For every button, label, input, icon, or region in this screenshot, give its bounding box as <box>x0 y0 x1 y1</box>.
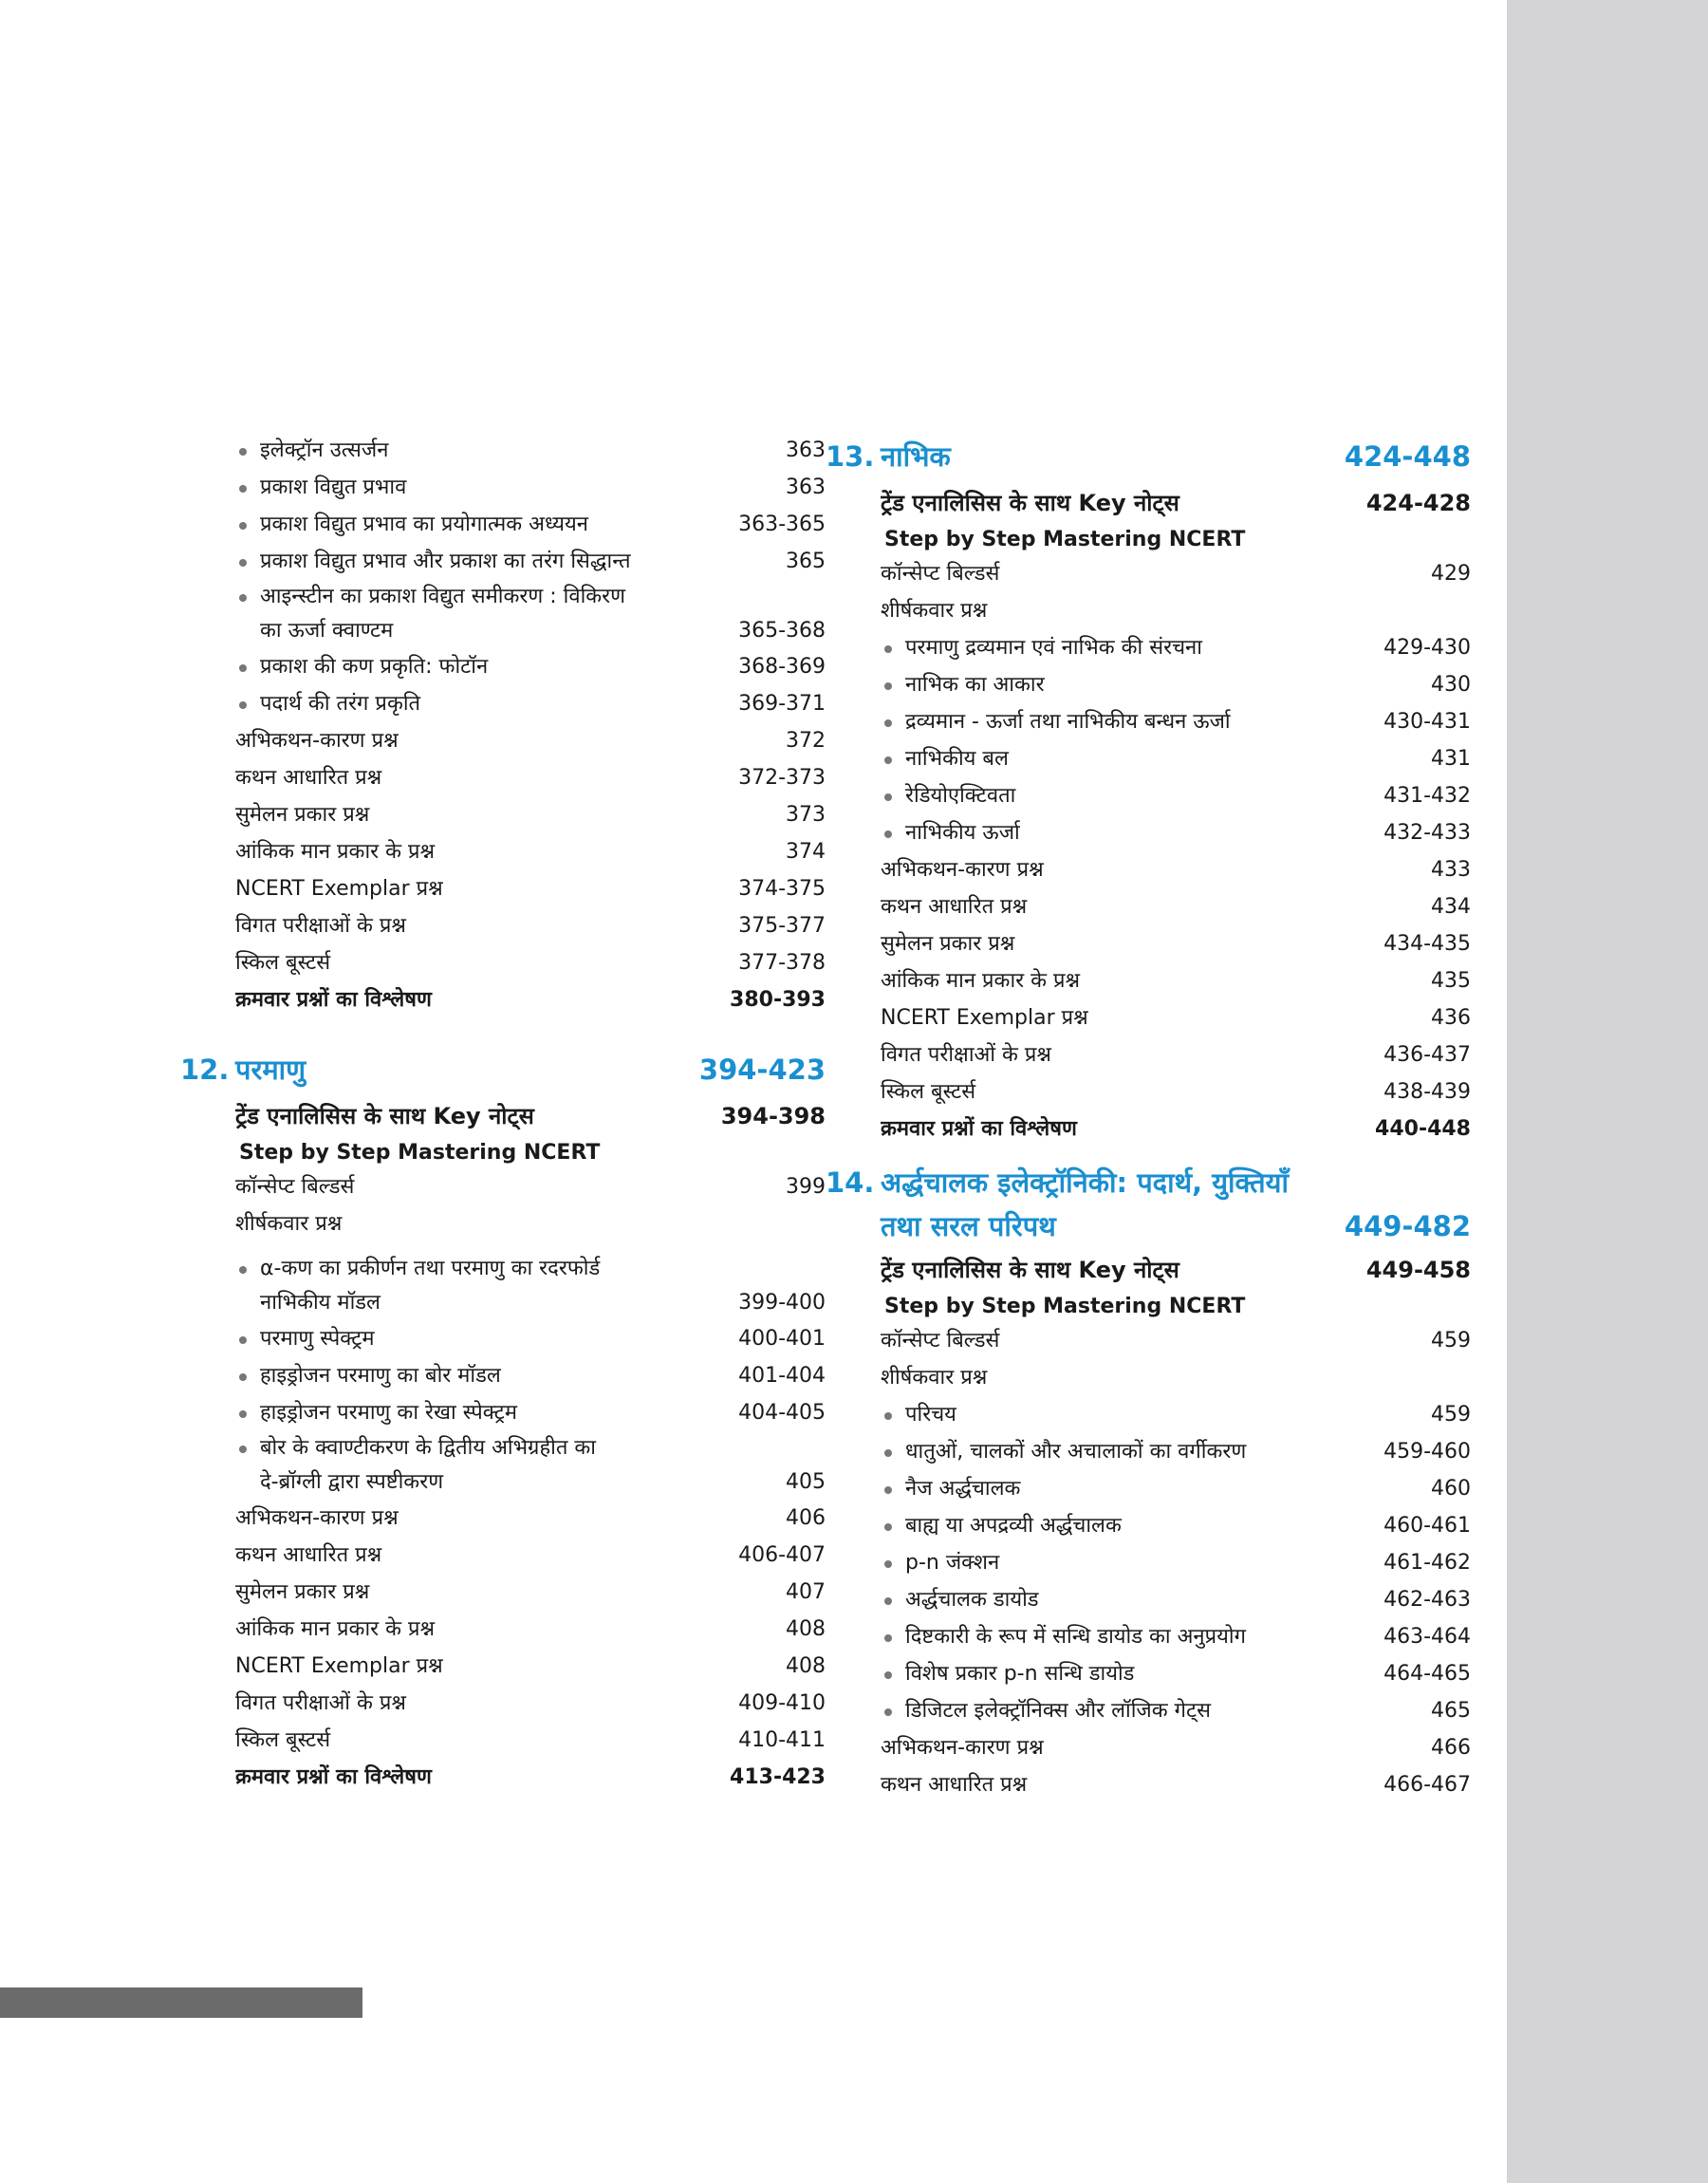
toc-entry: NCERT Exemplar प्रश्न 408 <box>235 1654 826 1678</box>
toc-entry: दिष्टकारी के रूप में सन्धि डायोड का अनुप्रयोग 463-464 <box>826 1618 1471 1655</box>
toc-entry: प्रकाश विद्युत प्रभाव 363 <box>180 469 826 506</box>
toc-entry: विगत परीक्षाओं के प्रश्न 436-437 <box>881 1043 1471 1067</box>
toc-section-label: Step by Step Mastering NCERT <box>884 1295 1246 1318</box>
toc-entry: हाइड्रोजन परमाणु का रेखा स्पेक्ट्रम 404-405 <box>180 1394 826 1431</box>
toc-entry: अभिकथन-कारण प्रश्न 433 <box>881 858 1471 882</box>
toc-entry-analysis: क्रमवार प्रश्नों का विश्लेषण 440-448 <box>881 1117 1471 1141</box>
toc-entry: नाभिकीय ऊर्जा 432-433 <box>826 814 1471 851</box>
toc-entry: सुमेलन प्रकार प्रश्न 434-435 <box>881 932 1471 956</box>
toc-entry-keynotes: ट्रेंड एनालिसिस के साथ Key नोट्स 394-398 <box>235 1103 826 1129</box>
toc-entry: आंकिक मान प्रकार के प्रश्न 374 <box>235 840 826 864</box>
toc-entry: स्किल बूस्टर्स 377-378 <box>235 951 826 975</box>
toc-section-label: Step by Step Mastering NCERT <box>884 528 1246 551</box>
toc-entry: प्रकाश की कण प्रकृति: फोटॉन 368-369 <box>180 648 826 685</box>
toc-entry: नाभिकीय बल 431 <box>826 740 1471 777</box>
toc-entry: सुमेलन प्रकार प्रश्न 407 <box>235 1580 826 1604</box>
toc-entry: परमाणु स्पेक्ट्रम 400-401 <box>180 1320 826 1357</box>
toc-entry: प्रकाश विद्युत प्रभाव का प्रयोगात्मक अध्ययन 363-365 <box>180 506 826 543</box>
toc-entry: नैज अर्द्धचालक 460 <box>826 1470 1471 1507</box>
chapter-heading: 13. नाभिक 424-448 <box>826 440 1471 473</box>
toc-entry: स्किल बूस्टर्स 410-411 <box>235 1728 826 1752</box>
toc-entry: रेडियोएक्टिवता 431-432 <box>826 777 1471 814</box>
toc-entry: कथन आधारित प्रश्न 406-407 <box>235 1543 826 1567</box>
toc-entry: पदार्थ की तरंग प्रकृति 369-371 <box>180 685 826 722</box>
toc-entry: परिचय 459 <box>826 1396 1471 1433</box>
toc-entry-analysis: क्रमवार प्रश्नों का विश्लेषण 380-393 <box>235 988 826 1012</box>
toc-entry: कथन आधारित प्रश्न 372-373 <box>235 766 826 790</box>
toc-section-label: Step by Step Mastering NCERT <box>239 1141 601 1165</box>
toc-entry: p-n जंक्शन 461-462 <box>826 1544 1471 1581</box>
toc-entry: धातुओं, चालकों और अचालाकों का वर्गीकरण 459-460 <box>826 1433 1471 1470</box>
toc-entry: विगत परीक्षाओं के प्रश्न 409-410 <box>235 1691 826 1715</box>
toc-entry: बोर के क्वाण्टीकरण के द्वितीय अभिग्रहीत का दे-ब्रॉग्ली द्वारा स्पष्टीकरण 405 <box>180 1431 826 1500</box>
toc-entry-keynotes: ट्रेंड एनालिसिस के साथ Key नोट्स 449-458 <box>881 1257 1471 1283</box>
toc-entry: आंकिक मान प्रकार के प्रश्न 408 <box>235 1617 826 1641</box>
toc-entry: विगत परीक्षाओं के प्रश्न 375-377 <box>235 914 826 938</box>
toc-entry: कॉन्सेप्ट बिल्डर्स 429 <box>881 562 1471 586</box>
toc-section-label: शीर्षकवार प्रश्न <box>881 1366 988 1390</box>
chapter-heading: 14. अर्द्धचालक इलेक्ट्रॉनिकी: पदार्थ, युक्तियाँ तथा सरल परिपथ 449-482 <box>826 1166 1471 1242</box>
toc-entry-analysis: क्रमवार प्रश्नों का विश्लेषण 413-423 <box>235 1765 826 1789</box>
toc-entry: इलेक्ट्रॉन उत्सर्जन 363 <box>180 432 826 469</box>
toc-entry: NCERT Exemplar प्रश्न 374-375 <box>235 877 826 901</box>
toc-entry: द्रव्यमान - ऊर्जा तथा नाभिकीय बन्धन ऊर्जा 430-431 <box>826 703 1471 740</box>
toc-entry: अभिकथन-कारण प्रश्न 406 <box>235 1506 826 1530</box>
toc-entry: अर्द्धचालक डायोड 462-463 <box>826 1581 1471 1618</box>
toc-entry: सुमेलन प्रकार प्रश्न 373 <box>235 803 826 827</box>
toc-entry: आइन्स्टीन का प्रकाश विद्युत समीकरण : विकिरण का ऊर्जा क्वाण्टम 365-368 <box>180 580 826 648</box>
toc-entry: α-कण का प्रकीर्णन तथा परमाणु का रदरफोर्ड नाभिकीय मॉडल 399-400 <box>180 1252 826 1320</box>
toc-section-label: शीर्षकवार प्रश्न <box>881 599 988 623</box>
toc-entry: अभिकथन-कारण प्रश्न 466 <box>881 1736 1471 1760</box>
toc-entry: स्किल बूस्टर्स 438-439 <box>881 1080 1471 1104</box>
toc-entry: विशेष प्रकार p-n सन्धि डायोड 464-465 <box>826 1655 1471 1692</box>
toc-entry: कॉन्सेप्ट बिल्डर्स 459 <box>881 1329 1471 1353</box>
toc-right-column <box>826 432 1471 1803</box>
toc-entry: अभिकथन-कारण प्रश्न 372 <box>235 729 826 753</box>
toc-entry: हाइड्रोजन परमाणु का बोर मॉडल 401-404 <box>180 1357 826 1394</box>
side-strip <box>1507 0 1708 2183</box>
bottom-bar <box>0 1987 362 2018</box>
toc-entry: आंकिक मान प्रकार के प्रश्न 435 <box>881 969 1471 993</box>
toc-left-column <box>180 432 826 1796</box>
chapter-heading: 12. परमाणु 394-423 <box>180 1054 826 1086</box>
toc-entry: कथन आधारित प्रश्न 466-467 <box>881 1773 1471 1797</box>
toc-entry: बाह्य या अपद्रव्यी अर्द्धचालक 460-461 <box>826 1507 1471 1544</box>
toc-entry: प्रकाश विद्युत प्रभाव और प्रकाश का तरंग सिद्धान्त 365 <box>180 543 826 580</box>
toc-entry: कॉन्सेप्ट बिल्डर्स 399 <box>235 1175 826 1199</box>
toc-entry: परमाणु द्रव्यमान एवं नाभिक की संरचना 429-430 <box>826 629 1471 666</box>
toc-entry: डिजिटल इलेक्ट्रॉनिक्स और लॉजिक गेट्स 465 <box>826 1692 1471 1729</box>
toc-entry-keynotes: ट्रेंड एनालिसिस के साथ Key नोट्स 424-428 <box>881 490 1471 516</box>
toc-section-label: शीर्षकवार प्रश्न <box>235 1212 343 1236</box>
toc-entry: कथन आधारित प्रश्न 434 <box>881 895 1471 919</box>
toc-entry: NCERT Exemplar प्रश्न 436 <box>881 1006 1471 1030</box>
toc-entry: नाभिक का आकार 430 <box>826 666 1471 703</box>
